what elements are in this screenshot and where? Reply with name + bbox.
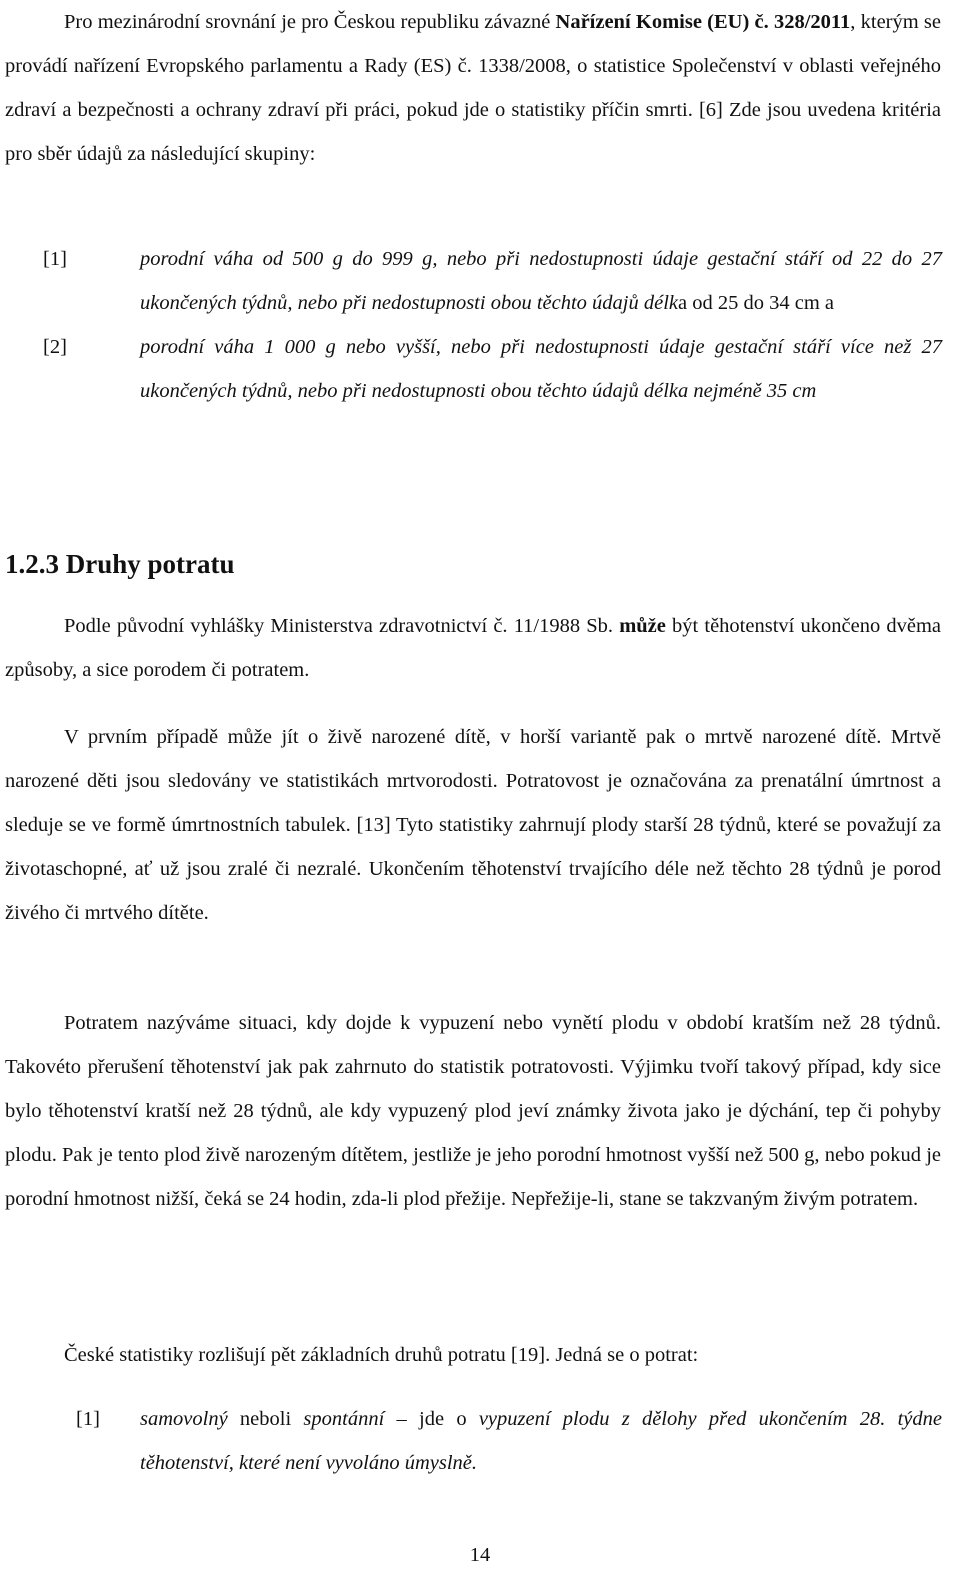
page-number: 14: [469, 1544, 491, 1566]
regulation-reference: Nařízení Komise (EU) č. 328/2011: [555, 11, 851, 33]
definition-italic: vypuzení plodu z dělohy před ukončením 28. týdne těhotenství, které není vyvoláno úmyslně.: [140, 1408, 942, 1474]
paragraph-text: být těhotenství ukončeno dvěma způsoby, a sice porodem či potratem.: [5, 615, 941, 681]
list-text-regular: a od 25 do 34 cm a: [678, 292, 835, 314]
list-text: [140, 1397, 942, 1485]
section-heading: 1.2.3 Druhy potratu: [5, 549, 235, 579]
criteria-list: [0, 237, 960, 413]
abortion-type-item: [0, 1397, 960, 1485]
paragraph-abortion-types-intro: České statistiky rozlišují pět základních druhů potratu [19]. Jedná se o potrat:: [64, 1344, 699, 1366]
paragraph-abortion-definition: Potratem nazýváme situaci, kdy dojde k vypuzení nebo vynětí plodu v období kratším než 28 týdnů. Takovéto přerušení těhotenství jak pak zahrnuto do statistik potratovosti. Výjimku tvoří takový případ, kdy sice bylo těhotenství kratší než 28 týdnů, ale kdy vypuzený plod jeví známky života jako je dýchání, tep či pohyby plodu. Pak je tento plod živě narozeným dítětem, jestliže je jeho porodní hmotnost vyšší než 500 g, nebo pokud je porodní hmotnost nižší, čeká se 24 hodin, zda-li plod přežije. Nepřežije-li, stane se takzvaným živým potratem.: [5, 1012, 941, 1210]
list-text-regular: – jde o: [384, 1408, 479, 1430]
list-number: [1]: [76, 1408, 100, 1430]
list-text-italic: porodní váha 1 000 g nebo vyšší, nebo při nedostupnosti údaje gestační stáří více než 27 ukončených týdnů, nebo při nedostupnosti obou těchto údajů délka nejméně 35 cm: [140, 336, 942, 402]
emphasis-bold: může: [619, 615, 666, 637]
list-text: [140, 325, 942, 413]
list-text-italic: porodní váha od 500 g do 999 g, nebo při nedostupnosti údaje gestační stáří od 22 do 27 ukončených týdnů, nebo při nedostupnosti obou těchto údajů délk: [140, 248, 942, 314]
paragraph-decree: [5, 604, 941, 692]
criteria-item: [0, 325, 960, 413]
list-number: [2]: [43, 336, 67, 358]
term-italic: spontánní: [303, 1408, 385, 1430]
criteria-item: [0, 237, 960, 325]
paragraph-text: Pro mezinárodní srovnání je pro Českou republiku závazné: [64, 11, 556, 33]
paragraph-text: Podle původní vyhlášky Ministerstva zdravotnictví č. 11/1988 Sb.: [64, 615, 620, 637]
list-number: [1]: [43, 248, 67, 270]
paragraph-stillbirth: V prvním případě může jít o živě narozené dítě, v horší variantě pak o mrtvě narozené dítě. Mrtvě narozené děti jsou sledovány ve statistikách mrtvorodosti. Potratovost je označována za prenatální úmrtnost a sleduje se ve formě úmrtnostních tabulek. [13] Tyto statistiky zahrnují plody starší 28 týdnů, které se považují za životaschopné, ať už jsou zralé či nezralé. Ukončením těhotenství trvajícího déle než těchto 28 týdnů je porod živého či mrtvého dítěte.: [5, 726, 941, 924]
paragraph-regulation: [5, 0, 941, 176]
term-italic: samovolný: [140, 1408, 228, 1430]
list-text: [140, 237, 942, 325]
paragraph-text: , kterým se provádí nařízení Evropského parlamentu a Rady (ES) č. 1338/2008, o statistice Společenství v oblasti veřejného zdraví a bezpečnosti a ochrany zdraví při práci, pokud jde o statistiky příčin smrti. [6] Zde jsou uvedena kritéria pro sběr údajů za následující skupiny:: [5, 11, 941, 165]
abortion-types-list: [0, 1397, 960, 1485]
list-text-regular: neboli: [227, 1408, 304, 1430]
